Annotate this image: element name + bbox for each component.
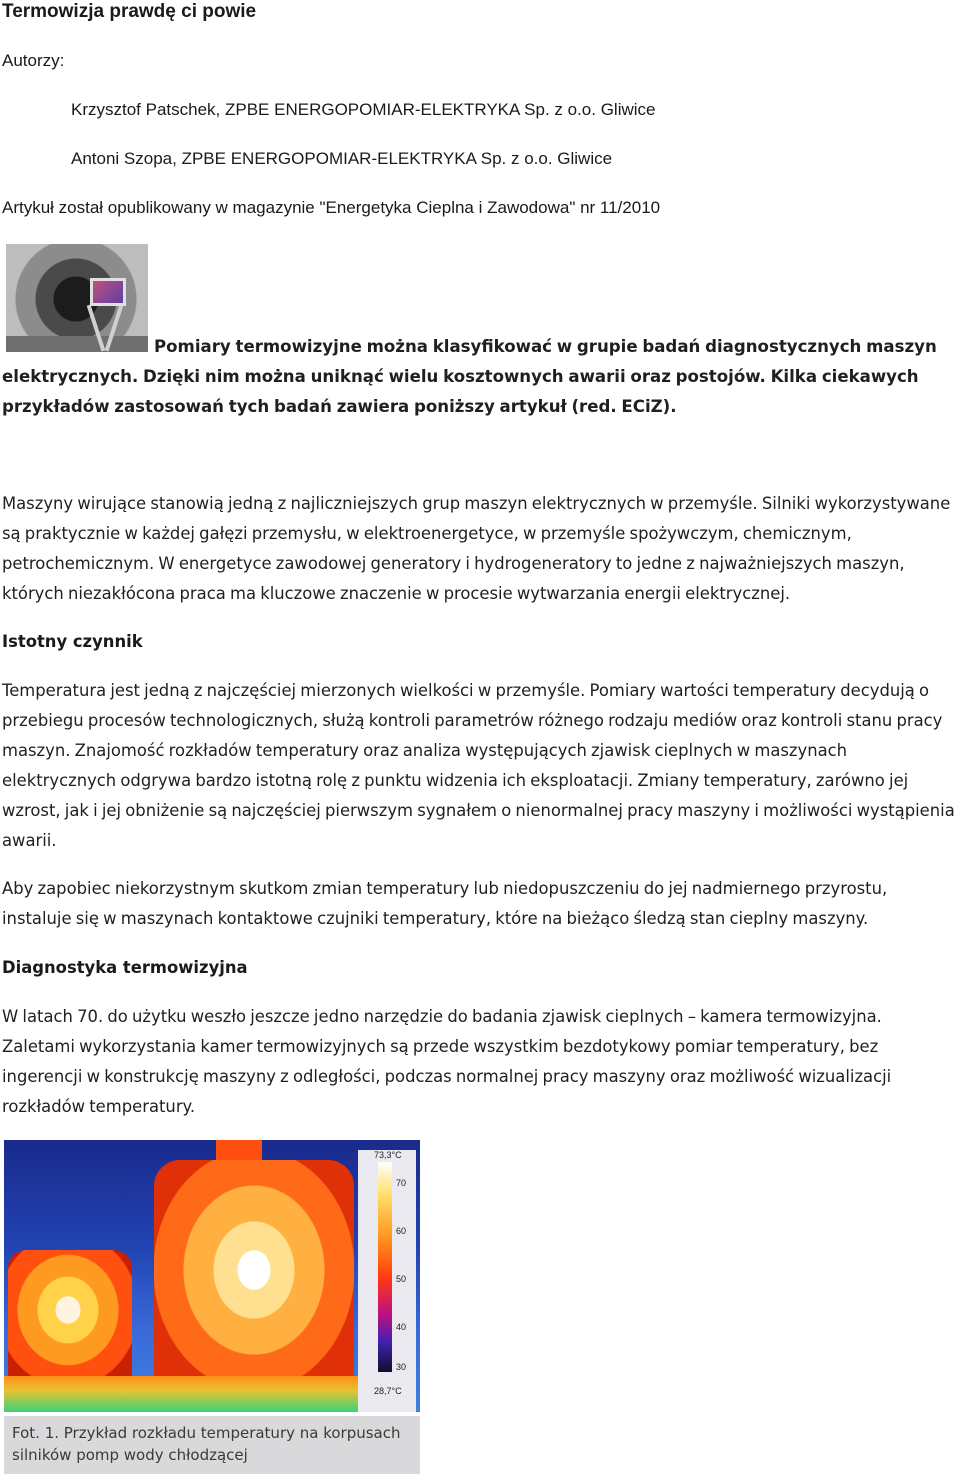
thermal-base bbox=[4, 1376, 374, 1412]
scale-min-label: 28,7°C bbox=[374, 1386, 402, 1396]
image-caption: Fot. 1. Przykład rozkładu temperatury na korpusach silników pomp wody chłodzącej bbox=[4, 1416, 420, 1474]
scale-max-label: 73,3°C bbox=[374, 1150, 402, 1160]
temperature-scale bbox=[358, 1150, 416, 1412]
authors-label: Autorzy: bbox=[2, 51, 65, 70]
paragraph: Maszyny wirujące stanowią jedną z najliczniejszych grup maszyn elektrycznych w przemyśle. Silniki wykorzystywane są praktycznie w każdej gałęzi przemysłu, w elektroenergetyce, w przemyśle spożywczym, chemicznym, petrochemicznym. W energetyce zawodowej generatory i hydrogeneratory to jedne z najważniejszych maszyn, których niezakłócona praca ma kluczowe znaczenie w procesie wytwarzania energii elektrycznej. bbox=[2, 494, 951, 603]
paragraph: W latach 70. do użytku weszło jeszcze jedno narzędzie do badania zjawisk cieplnych – kamera termowizyjna. Zaletami wykorzystania kamer termowizyjnych są przede wszystkim bezdotykowy pomiar temperatury, bez ingerencji w konstrukcję maszyny z odległości, podczas normalnej pracy maszyny oraz możliwość wizualizacji rozkładów temperatury. bbox=[2, 1007, 892, 1116]
thermal-motor-left bbox=[8, 1250, 132, 1380]
author-2: Antoni Szopa, ZPBE ENERGOPOMIAR-ELEKTRYKA Sp. z o.o. Gliwice bbox=[71, 149, 613, 168]
paragraph: Aby zapobiec niekorzystnym skutkom zmian temperatury lub niedopuszczeniu do jej nadmiernego przyrostu, instaluje się w maszynach kontaktowe czujniki temperatury, które na bieżąco śledzą stan cieplny maszyny. bbox=[2, 879, 888, 928]
thermal-motor-right bbox=[154, 1160, 354, 1390]
scale-tick: 70 bbox=[396, 1178, 407, 1188]
scale-tick: 60 bbox=[396, 1226, 407, 1236]
author-1: Krzysztof Patschek, ZPBE ENERGOPOMIAR-ELEKTRYKA Sp. z o.o. Gliwice bbox=[71, 100, 656, 119]
scale-tick: 40 bbox=[396, 1322, 407, 1332]
scale-color-bar bbox=[378, 1162, 392, 1372]
article-lead: Pomiary termowizyjne można klasyfikować w grupie badań diagnostycznych maszyn elektrycznych. Dzięki nim można uniknąć wielu kosztownych awarii oraz postojów. Kilka ciekawych przykładów zastosowań tych badań zawiera poniższy artykuł (red. ECiZ). bbox=[2, 337, 937, 416]
section-heading: Istotny czynnik bbox=[2, 632, 143, 651]
thermal-image bbox=[4, 1140, 420, 1412]
scale-tick: 30 bbox=[396, 1362, 407, 1372]
publication-info: Artykuł został opublikowany w magazynie "Energetyka Cieplna i Zawodowa" nr 11/2010 bbox=[2, 198, 661, 217]
article-title: Termowizja prawdę ci powie bbox=[2, 1, 257, 22]
paragraph: Temperatura jest jedną z najczęściej mierzonych wielkości w przemyśle. Pomiary wartości temperatury decydują o przebiegu procesów technologicznych, służą kontroli parametrów różnego rodzaju mediów oraz kontroli stanu pracy maszyn. Znajomość rozkładów temperatury oraz analiza występujących zjawisk cieplnych w maszynach elektrycznych odgrywa bardzo istotną rolę z punktu widzenia ich eksploatacji. Zmiany temperatury, zarówno jej wzrost, jak i jej obniżenie są najczęściej pierwszym sygnałem o nienormalnej pracy maszyny i możliwości wystąpienia awarii. bbox=[2, 681, 955, 850]
scale-tick: 50 bbox=[396, 1274, 407, 1284]
thermal-camera-icon bbox=[90, 278, 126, 306]
section-heading: Diagnostyka termowizyjna bbox=[2, 958, 248, 977]
